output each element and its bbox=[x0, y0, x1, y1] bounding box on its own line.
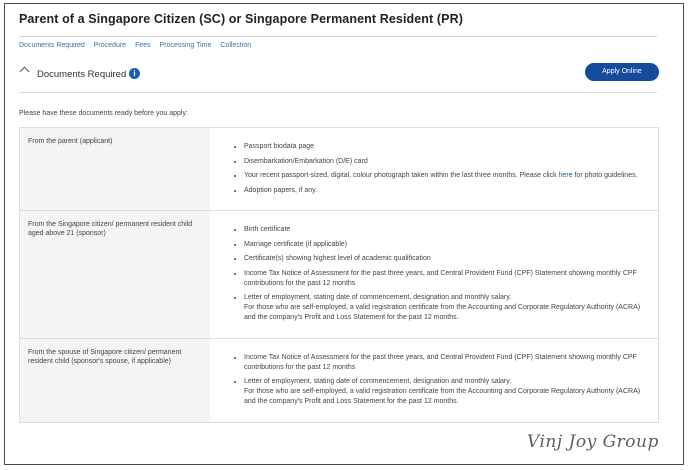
row-label: From the parent (applicant) bbox=[20, 128, 210, 210]
apply-online-button[interactable]: Apply Online bbox=[585, 63, 659, 81]
section-title[interactable]: Documents Required bbox=[37, 69, 127, 80]
table-row bbox=[20, 128, 658, 210]
list-item bbox=[244, 269, 648, 289]
nav-link-documents-required[interactable]: Documents Required bbox=[19, 42, 85, 49]
item-text: For those who are self-employed, a valid registration certificate from the Accounting and Corporate Regulatory Authority (ACRA) and the company's Profit and Loss Statement for the past 12 months. bbox=[244, 304, 641, 321]
table-row bbox=[20, 210, 658, 338]
photo-guidelines-link[interactable]: here bbox=[558, 172, 573, 179]
list-item bbox=[244, 225, 648, 235]
list-item bbox=[244, 293, 648, 323]
list-item bbox=[244, 353, 648, 373]
item-text: For those who are self-employed, a valid registration certificate from the Accounting and Corporate Regulatory Authority (ACRA) and the company's Profit and Loss Statement for the past 12 months. bbox=[244, 388, 641, 405]
info-icon[interactable]: i bbox=[129, 68, 140, 79]
item-text: • Disembarkation/Embarkation (D/E) card bbox=[244, 157, 368, 165]
document-list bbox=[232, 353, 648, 408]
section-nav bbox=[19, 42, 251, 49]
list-item bbox=[244, 254, 648, 264]
document-list bbox=[232, 142, 648, 196]
list-item bbox=[244, 186, 648, 196]
item-text: Your recent passport-sized, digital, colour photograph taken within the last three months. Please click bbox=[244, 172, 559, 179]
item-text: for photo guidelines. bbox=[572, 172, 638, 179]
item-text: • Marriage certificate (if applicable) bbox=[244, 240, 348, 248]
watermark-logo: Vinj Joy Group bbox=[527, 432, 659, 452]
item-text: • Birth certificate bbox=[244, 226, 291, 233]
item-text: • Income Tax Notice of Assessment for the past three years, and Central Provident Fund (CPF) Statement showing monthly CPF contributions for the past 12 months bbox=[244, 353, 637, 371]
row-documents bbox=[210, 128, 658, 210]
item-text: • Passport biodata page bbox=[244, 143, 315, 150]
list-item bbox=[244, 142, 648, 152]
page-title: Parent of a Singapore Citizen (SC) or Singapore Permanent Resident (PR) bbox=[19, 12, 463, 26]
row-label: From the spouse of Singapore citizen/ permanent resident child (sponsor's spouse, if applicable) bbox=[20, 339, 210, 422]
nav-link-processing-time[interactable]: Processing Time bbox=[159, 42, 212, 49]
nav-link-fees[interactable]: Fees bbox=[135, 42, 151, 49]
chevron-up-icon[interactable] bbox=[20, 67, 30, 77]
section-divider bbox=[19, 92, 657, 93]
item-text: • Adoption papers, if any. bbox=[244, 186, 318, 194]
list-item bbox=[244, 157, 648, 167]
item-text: • Income Tax Notice of Assessment for the past three years, and Central Provident Fund (CPF) Statement showing monthly CPF contributions for the past 12 months bbox=[244, 269, 637, 287]
item-text: • Letter of employment, stating date of commencement, designation and monthly salary. bbox=[244, 378, 512, 385]
item-text: • Letter of employment, stating date of commencement, designation and monthly salary. bbox=[244, 294, 512, 301]
list-item bbox=[244, 171, 648, 181]
row-documents bbox=[210, 211, 658, 338]
documents-section-header[interactable] bbox=[19, 62, 657, 88]
table-row bbox=[20, 338, 658, 422]
item-text: • Certificate(s) showing highest level of academic qualification bbox=[244, 255, 431, 262]
title-divider bbox=[19, 36, 657, 37]
row-documents bbox=[210, 339, 658, 422]
nav-link-procedure[interactable]: Procedure bbox=[93, 42, 127, 49]
list-item bbox=[244, 240, 648, 250]
page-frame bbox=[4, 3, 684, 465]
nav-link-collection[interactable]: Collection bbox=[220, 42, 252, 49]
list-item bbox=[244, 377, 648, 407]
row-label: From the Singapore citizen/ permanent resident child aged above 21 (sponsor) bbox=[20, 211, 210, 338]
documents-table bbox=[19, 127, 659, 423]
document-list bbox=[232, 225, 648, 323]
intro-text: Please have these documents ready before you apply: bbox=[19, 110, 188, 117]
